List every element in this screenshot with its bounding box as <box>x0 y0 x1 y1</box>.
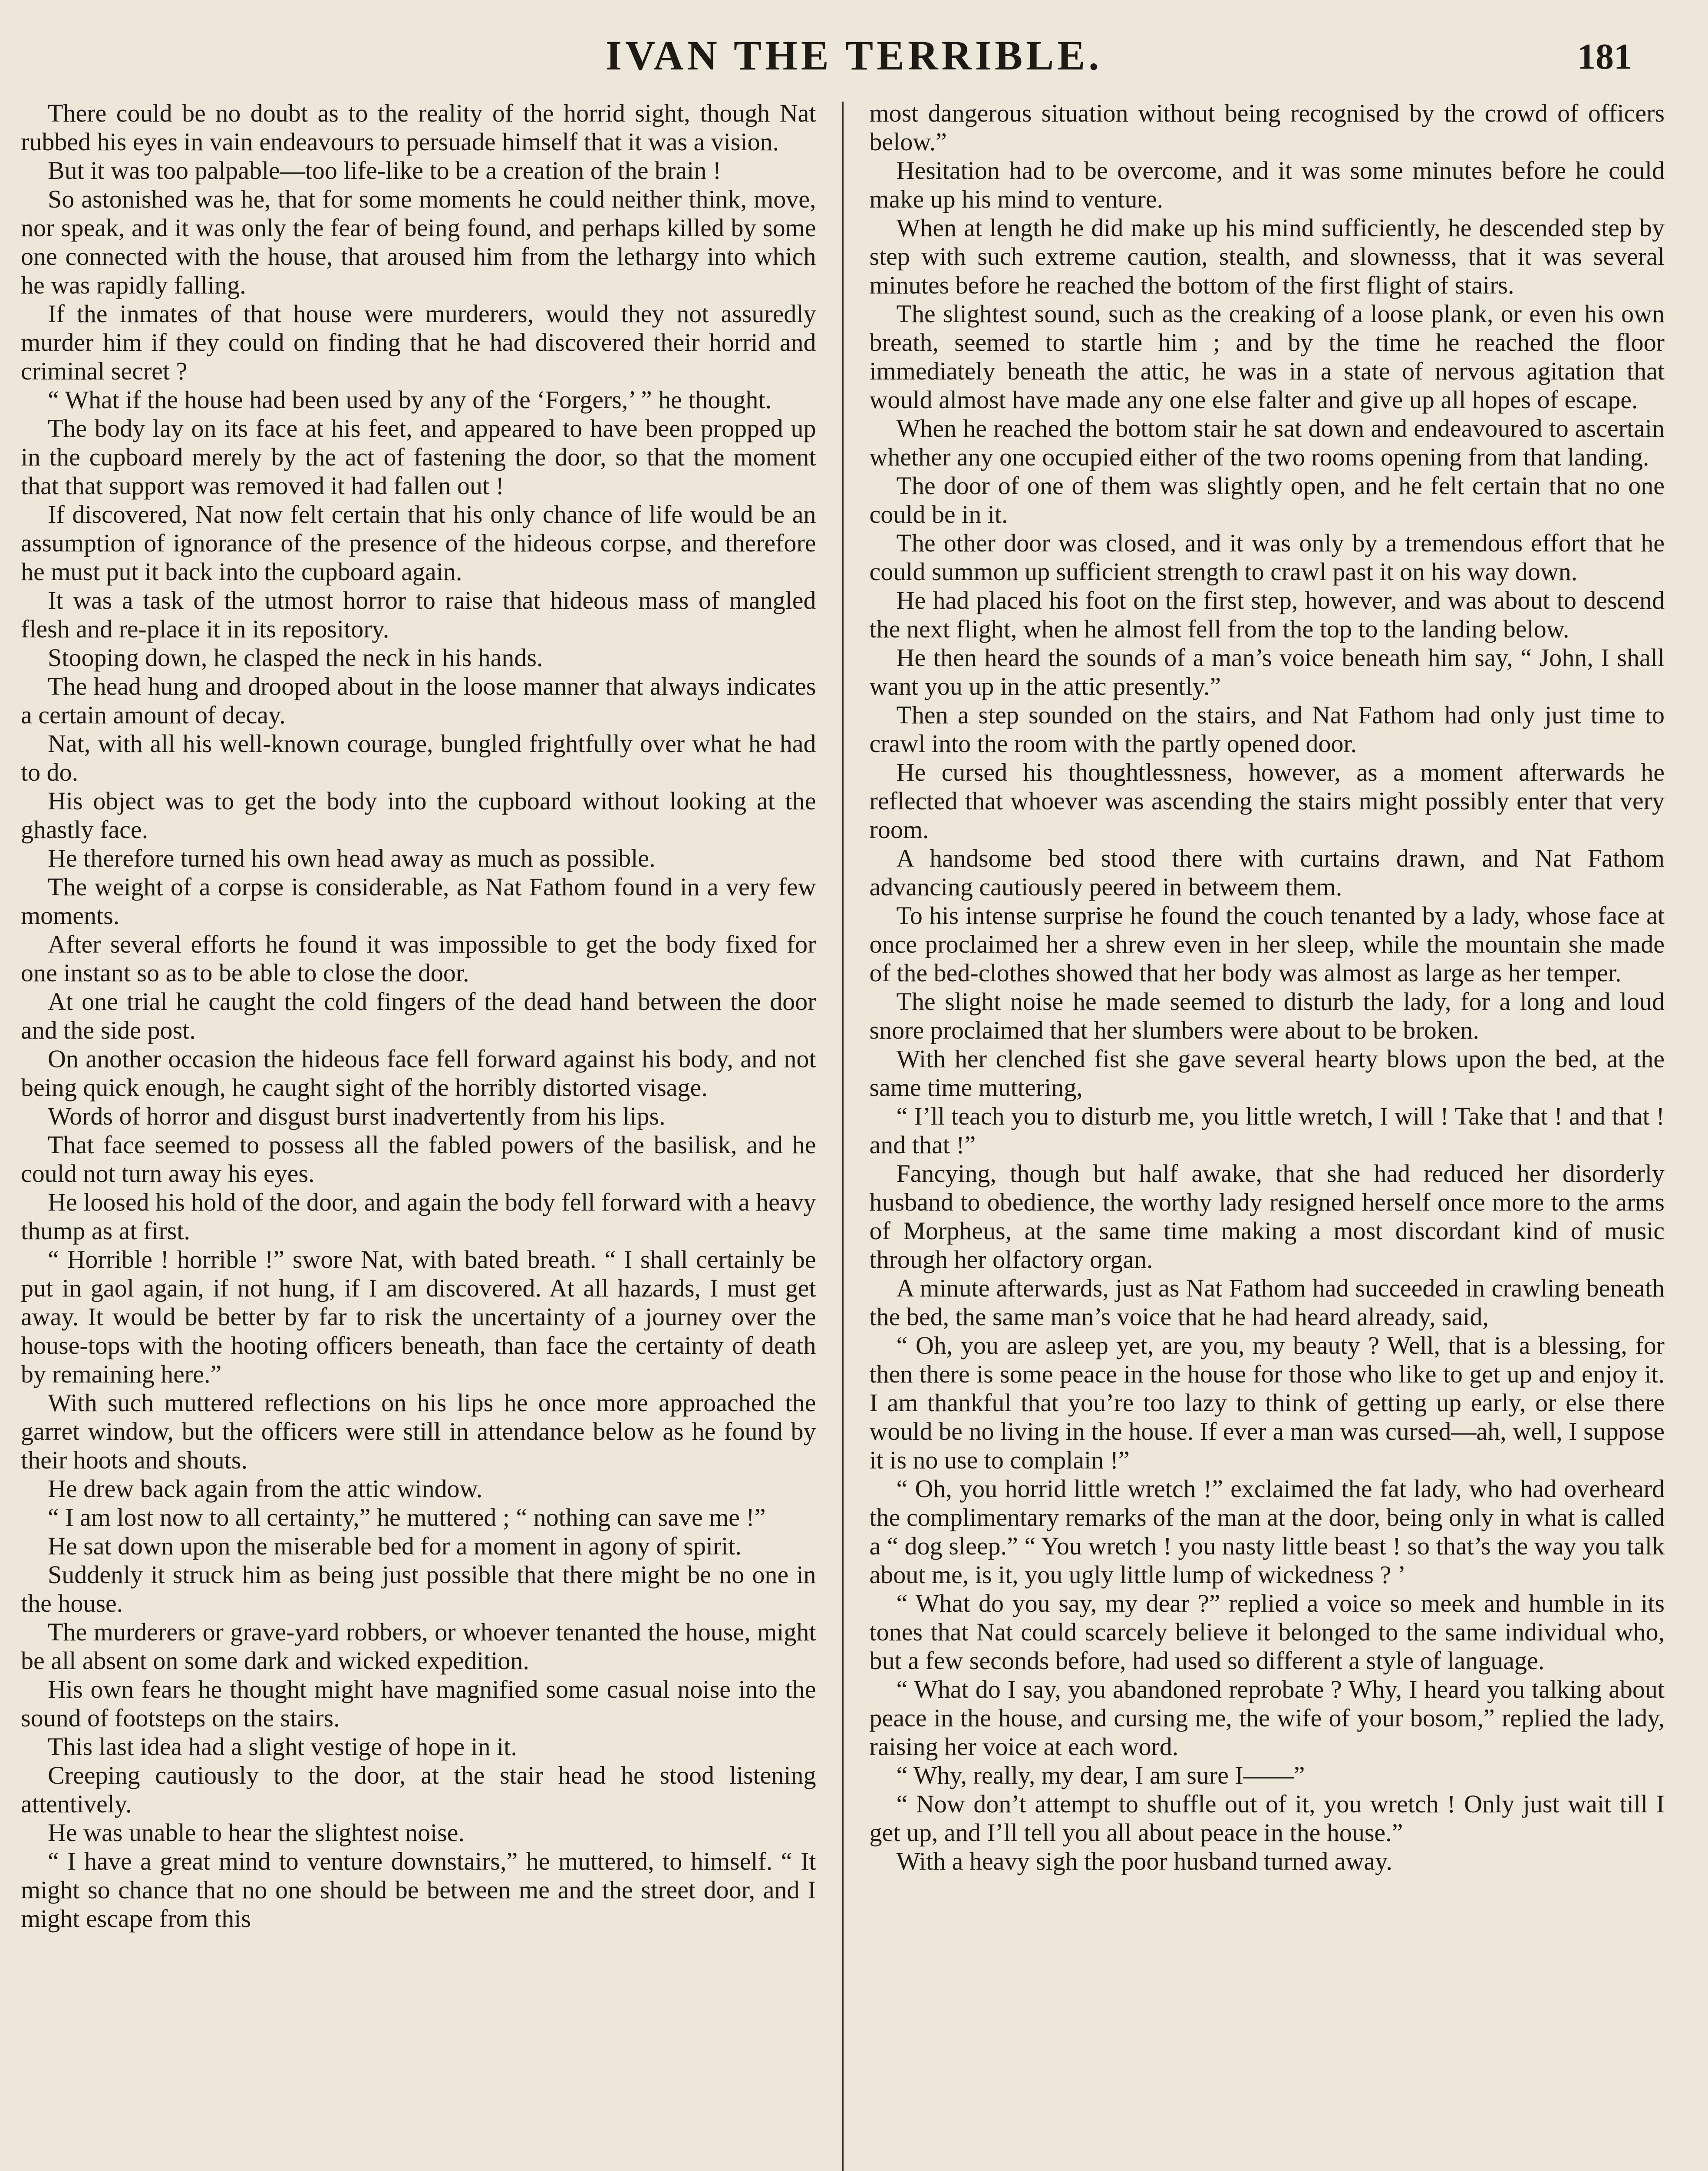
paragraph: Hesitation had to be overcome, and it was some minutes before he could make up his mind to venture. <box>869 156 1665 213</box>
paragraph: Words of horror and disgust burst inadvertently from his lips. <box>48 1102 666 1130</box>
paragraph: A handsome bed stood there with curtains drawn, and Nat Fathom advancing cautiously peered in betweem them. <box>869 844 1665 901</box>
paragraph: Stooping down, he clasped the neck in his hands. <box>48 643 543 672</box>
page-title: IVAN THE TERRIBLE. <box>605 32 1103 79</box>
paragraph: Fancying, though but half awake, that she had reduced her disorderly husband to obedience, the worthy lady resigned herself once more to the arms of Morpheus, at the same time making a most discordant kind of music through her olfactory organ. <box>869 1159 1665 1274</box>
paragraph: most dangerous situation without being recognised by the crowd of officers below.” <box>869 99 1665 156</box>
column-divider <box>842 102 844 2171</box>
paragraph: Then a step sounded on the stairs, and Nat Fathom had only just time to crawl into the room with the partly opened door. <box>869 701 1665 758</box>
paragraph: He had placed his foot on the first step, however, and was about to descend the next flight, when he almost fell from the top to the landing below. <box>869 586 1665 643</box>
paragraph: The body lay on its face at his feet, and appeared to have been propped up in the cupboard merely by the act of fastening the door, so that the moment that that support was removed it had fallen out ! <box>21 414 816 500</box>
paragraph: The door of one of them was slightly open, and he felt certain that no one could be in it. <box>869 472 1665 528</box>
paragraph: When he reached the bottom stair he sat down and endeavoured to ascertain whether any one occupied either of the two rooms opening from that landing. <box>869 414 1665 471</box>
paragraph: If discovered, Nat now felt certain that his only chance of life would be an assumption of ignorance of the presence of the hideous corpse, and therefore he must put it back into the cupboard again. <box>21 500 816 586</box>
paragraph: “ Why, really, my dear, I am sure I——” <box>896 1761 1305 1789</box>
paragraph: He therefore turned his own head away as much as possible. <box>48 844 656 872</box>
paragraph: The head hung and drooped about in the loose manner that always indicates a certain amount of decay. <box>21 672 816 729</box>
paragraph: His own fears he thought might have magnified some casual noise into the sound of footsteps on the stairs. <box>21 1675 816 1732</box>
running-head <box>0 27 1708 83</box>
paragraph: To his intense surprise he found the couch tenanted by a lady, whose face at once proclaimed her a shrew even in her sleep, while the mountain she made of the bed-clothes showed that her body was almost as large as her temper. <box>869 901 1665 987</box>
paragraph: There could be no doubt as to the reality of the horrid sight, though Nat rubbed his eyes in vain endeavours to persuade himself that it was a vision. <box>21 99 816 156</box>
paragraph: That face seemed to possess all the fabled powers of the basilisk, and he could not turn away his eyes. <box>21 1131 816 1188</box>
paragraph: With such muttered reflections on his lips he once more approached the garret window, but the officers were still in attendance below as he found by their hoots and shouts. <box>21 1389 816 1474</box>
paragraph: The other door was closed, and it was only by a tremendous effort that he could summon up sufficient strength to crawl past it on his way down. <box>869 529 1665 586</box>
paragraph: At one trial he caught the cold fingers of the dead hand between the door and the side post. <box>21 987 816 1044</box>
paragraph: He sat down upon the miserable bed for a moment in agony of spirit. <box>48 1532 742 1560</box>
paragraph: “ Now don’t attempt to shuffle out of it, you wretch ! Only just wait till I get up, and I’ll tell you all about peace in the house.” <box>869 1790 1665 1847</box>
paragraph: “ I am lost now to all certainty,” he muttered ; “ nothing can save me !” <box>48 1503 766 1531</box>
paragraph: After several efforts he found it was impossible to get the body fixed for one instant so as to be able to close the door. <box>21 930 816 987</box>
paragraph: With her clenched fist she gave several hearty blows upon the bed, at the same time muttering, <box>869 1045 1665 1102</box>
paragraph: It was a task of the utmost horror to raise that hideous mass of mangled flesh and re-place it in its repository. <box>21 586 816 643</box>
paragraph: “ Horrible ! horrible !” swore Nat, with bated breath. “ I shall certainly be put in gaol again, if not hung, if I am discovered. At all hazards, I must get away. It would be better by far to risk the uncertainty of a journey over the house-tops with the hooting officers beneath, than face the certainty of death by remaining here.” <box>21 1245 816 1388</box>
paragraph: Suddenly it struck him as being just possible that there might be no one in the house. <box>21 1561 816 1617</box>
paragraph: He was unable to hear the slightest noise. <box>48 1818 465 1847</box>
paragraph: “ What do I say, you abandoned reprobate ? Why, I heard you talking about peace in the house, and cursing me, the wife of your bosom,” replied the lady, raising her voice at each word. <box>869 1675 1665 1761</box>
left-column <box>21 99 816 2171</box>
paragraph: If the inmates of that house were murderers, would they not assuredly murder him if they could on finding that he had discovered their horrid and criminal secret ? <box>21 300 816 385</box>
text-columns <box>21 99 1665 2171</box>
paragraph: The weight of a corpse is considerable, as Nat Fathom found in a very few moments. <box>21 873 816 930</box>
paragraph: A minute afterwards, just as Nat Fathom had succeeded in crawling beneath the bed, the same man’s voice that he had heard already, said, <box>869 1274 1665 1331</box>
paragraph: “ Oh, you horrid little wretch !” exclaimed the fat lady, who had overheard the complimentary remarks of the man at the door, being only in what is called a “ dog sleep.” “ You wretch ! you nasty little beast ! so that’s the way you talk about me, is it, you ugly little lump of wickedness ? ’ <box>869 1475 1665 1589</box>
paragraph: With a heavy sigh the poor husband turned away. <box>896 1847 1392 1875</box>
paragraph: Creeping cautiously to the door, at the stair head he stood listening attentively. <box>21 1761 816 1818</box>
paragraph: On another occasion the hideous face fell forward against his body, and not being quick enough, he caught sight of the horribly distorted visage. <box>21 1045 816 1102</box>
paragraph: “ I’ll teach you to disturb me, you little wretch, I will ! Take that ! and that ! and that !” <box>869 1102 1665 1159</box>
paragraph: “ What do you say, my dear ?” replied a voice so meek and humble in its tones that Nat could scarcely believe it belonged to the same individual who, but a few seconds before, had used so different a style of language. <box>869 1589 1665 1675</box>
paragraph: But it was too palpable—too life-like to be a creation of the brain ! <box>48 156 722 185</box>
paragraph: He then heard the sounds of a man’s voice beneath him say, “ John, I shall want you up in the attic presently.” <box>869 643 1665 700</box>
paragraph: This last idea had a slight vestige of hope in it. <box>48 1732 517 1761</box>
paragraph: He loosed his hold of the door, and again the body fell forward with a heavy thump as at first. <box>21 1188 816 1245</box>
paragraph: He drew back again from the attic window. <box>48 1475 483 1503</box>
paragraph: “ Oh, you are asleep yet, are you, my beauty ? Well, that is a blessing, for then there is some peace in the house for those who like to get up and enjoy it. I am thankful that you’re too lazy to think of getting up early, or else there would be no living in the house. If ever a man was cursed—ah, well, I suppose it is no use to complain !” <box>869 1331 1665 1474</box>
paragraph: When at length he did make up his mind sufficiently, he descended step by step with such extreme caution, stealth, and slownesss, that it was several minutes before he reached the bottom of the first flight of stairs. <box>869 214 1665 299</box>
page-number: 181 <box>1577 36 1632 77</box>
paragraph: He cursed his thoughtlessness, however, as a moment afterwards he reflected that whoever was ascending the stairs might possibly enter that very room. <box>869 758 1665 844</box>
paragraph: So astonished was he, that for some moments he could neither think, move, nor speak, and it was only the fear of being found, and perhaps killed by some one connected with the house, that aroused him from the lethargy into which he was rapidly falling. <box>21 185 816 299</box>
paragraph: “ What if the house had been used by any of the ‘Forgers,’ ” he thought. <box>48 386 772 414</box>
paragraph: Nat, with all his well-known courage, bungled frightfully over what he had to do. <box>21 729 816 786</box>
paragraph: His object was to get the body into the cupboard without looking at the ghastly face. <box>21 787 816 844</box>
paragraph: The slight noise he made seemed to disturb the lady, for a long and loud snore proclaimed that her slumbers were about to be broken. <box>869 987 1665 1044</box>
paragraph: The murderers or grave-yard robbers, or whoever tenanted the house, might be all absent on some dark and wicked expedition. <box>21 1618 816 1675</box>
paragraph: The slightest sound, such as the creaking of a loose plank, or even his own breath, seemed to startle him ; and by the time he reached the floor immediately beneath the attic, he was in a state of nervous agitation that would almost have made any one else falter and give up all hopes of escape. <box>869 300 1665 414</box>
paragraph: “ I have a great mind to venture downstairs,” he muttered, to himself. “ It might so chance that no one should be between me and the street door, and I might escape from this <box>21 1847 816 1933</box>
right-column <box>870 99 1665 2171</box>
